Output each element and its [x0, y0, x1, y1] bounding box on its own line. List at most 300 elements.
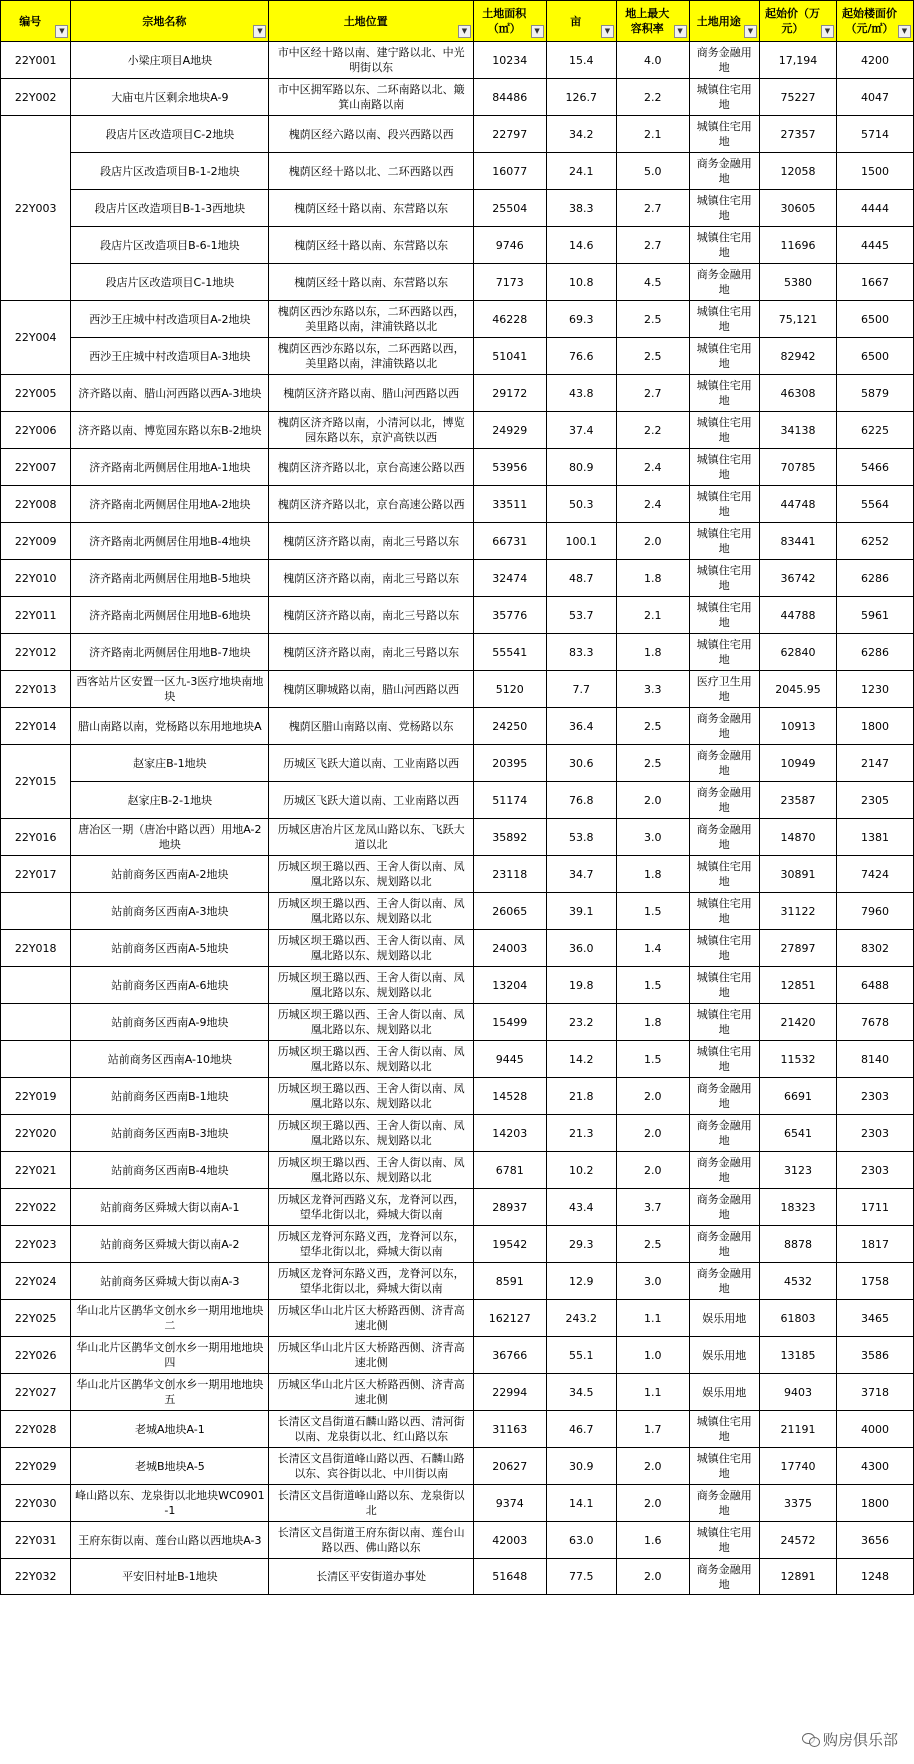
- cell-far: 2.5: [616, 708, 689, 745]
- cell-location: 历城区坝王璐以西、王舍人街以南、凤凰北路以东、规划路以北: [269, 1078, 474, 1115]
- cell-floor-price: 6500: [836, 338, 913, 375]
- table-row: [1, 819, 914, 856]
- cell-mu: 30.9: [546, 1448, 616, 1485]
- cell-code: 22Y019: [1, 1078, 71, 1115]
- header-price: [759, 1, 836, 42]
- cell-mu: 76.6: [546, 338, 616, 375]
- cell-price: 34138: [759, 412, 836, 449]
- cell-far: 1.0: [616, 1337, 689, 1374]
- cell-floor-price: 3718: [836, 1374, 913, 1411]
- cell-mu: 46.7: [546, 1411, 616, 1448]
- cell-use: 城镇住宅用地: [689, 893, 759, 930]
- cell-area: 9746: [473, 227, 546, 264]
- cell-price: 10913: [759, 708, 836, 745]
- cell-price: 36742: [759, 560, 836, 597]
- cell-use: 城镇住宅用地: [689, 486, 759, 523]
- cell-far: 2.2: [616, 79, 689, 116]
- cell-use: 城镇住宅用地: [689, 301, 759, 338]
- cell-mu: 39.1: [546, 893, 616, 930]
- table-row: [1, 708, 914, 745]
- cell-name: 站前商务区舜城大街以南A-2: [71, 1226, 269, 1263]
- cell-code: 22Y009: [1, 523, 71, 560]
- cell-price: 44748: [759, 486, 836, 523]
- header-name: [71, 1, 269, 42]
- cell-location: 历城区华山北片区大桥路西侧、济青高速北侧: [269, 1300, 474, 1337]
- cell-location: 长清区文昌街道峰山路以西、石麟山路以东、宾谷街以北、中川街以南: [269, 1448, 474, 1485]
- cell-far: 2.0: [616, 782, 689, 819]
- cell-location: 历城区坝王璐以西、王舍人街以南、凤凰北路以东、规划路以北: [269, 1041, 474, 1078]
- cell-price: 12058: [759, 153, 836, 190]
- cell-mu: 23.2: [546, 1004, 616, 1041]
- watermark: [802, 1729, 898, 1750]
- table-row: [1, 190, 914, 227]
- cell-area: 14528: [473, 1078, 546, 1115]
- cell-far: 4.0: [616, 42, 689, 79]
- cell-area: 24929: [473, 412, 546, 449]
- cell-name: 大庙屯片区剩余地块A-9: [71, 79, 269, 116]
- cell-use: 城镇住宅用地: [689, 449, 759, 486]
- cell-code: 22Y015: [1, 745, 71, 819]
- cell-far: 5.0: [616, 153, 689, 190]
- cell-code: 22Y007: [1, 449, 71, 486]
- cell-price: 75,121: [759, 301, 836, 338]
- cell-use: 城镇住宅用地: [689, 597, 759, 634]
- header-code-label: 编号: [19, 14, 42, 28]
- cell-code: 22Y008: [1, 486, 71, 523]
- cell-price: 2045.95: [759, 671, 836, 708]
- table-row: [1, 967, 914, 1004]
- cell-use: 城镇住宅用地: [689, 930, 759, 967]
- cell-area: 24003: [473, 930, 546, 967]
- cell-far: 1.8: [616, 560, 689, 597]
- cell-location: 历城区坝王璐以西、王舍人街以南、凤凰北路以东、规划路以北: [269, 856, 474, 893]
- cell-use: 娱乐用地: [689, 1337, 759, 1374]
- cell-name: 济齐路以南、博览园东路以东B-2地块: [71, 412, 269, 449]
- cell-floor-price: 2305: [836, 782, 913, 819]
- cell-name: 济齐路南北两侧居住用地A-2地块: [71, 486, 269, 523]
- table-row: [1, 1300, 914, 1337]
- cell-code: 22Y024: [1, 1263, 71, 1300]
- cell-location: 槐荫区济齐路以南、腊山河西路以西: [269, 375, 474, 412]
- cell-location: 历城区坝王璐以西、王舍人街以南、凤凰北路以东、规划路以北: [269, 930, 474, 967]
- cell-code: 22Y021: [1, 1152, 71, 1189]
- cell-name: 平安旧村址B-1地块: [71, 1559, 269, 1595]
- cell-mu: 43.8: [546, 375, 616, 412]
- cell-far: 2.0: [616, 1152, 689, 1189]
- cell-use: 城镇住宅用地: [689, 116, 759, 153]
- cell-floor-price: 1500: [836, 153, 913, 190]
- cell-use: 城镇住宅用地: [689, 375, 759, 412]
- cell-far: 1.5: [616, 1041, 689, 1078]
- cell-floor-price: 2147: [836, 745, 913, 782]
- cell-mu: 55.1: [546, 1337, 616, 1374]
- cell-location: 槐荫区经十路以南、东营路以东: [269, 227, 474, 264]
- cell-location: 槐荫区经十路以南、东营路以东: [269, 190, 474, 227]
- cell-floor-price: 4200: [836, 42, 913, 79]
- cell-mu: 43.4: [546, 1189, 616, 1226]
- filter-dropdown-icon[interactable]: ▼: [531, 25, 544, 38]
- cell-name: 段店片区改造项目B-1-3西地块: [71, 190, 269, 227]
- cell-price: 11532: [759, 1041, 836, 1078]
- table-row: [1, 301, 914, 338]
- cell-floor-price: 4445: [836, 227, 913, 264]
- table-row: [1, 449, 914, 486]
- cell-floor-price: 5879: [836, 375, 913, 412]
- cell-name: 站前商务区西南B-4地块: [71, 1152, 269, 1189]
- cell-location: 槐荫区经十路以南、东营路以东: [269, 264, 474, 301]
- cell-area: 51174: [473, 782, 546, 819]
- cell-far: 1.1: [616, 1300, 689, 1337]
- cell-location: 长清区平安街道办事处: [269, 1559, 474, 1595]
- cell-price: 82942: [759, 338, 836, 375]
- cell-code: 22Y006: [1, 412, 71, 449]
- filter-dropdown-icon[interactable]: ▼: [458, 25, 471, 38]
- cell-floor-price: 4300: [836, 1448, 913, 1485]
- cell-price: 75227: [759, 79, 836, 116]
- cell-mu: 38.3: [546, 190, 616, 227]
- cell-name: 华山北片区鹊华文创水乡一期用地地块四: [71, 1337, 269, 1374]
- cell-floor-price: 7678: [836, 1004, 913, 1041]
- cell-area: 26065: [473, 893, 546, 930]
- cell-floor-price: 7424: [836, 856, 913, 893]
- cell-area: 22994: [473, 1374, 546, 1411]
- cell-floor-price: 2303: [836, 1115, 913, 1152]
- cell-area: 5120: [473, 671, 546, 708]
- cell-use: 城镇住宅用地: [689, 338, 759, 375]
- cell-location: 历城区飞跃大道以南、工业南路以西: [269, 745, 474, 782]
- cell-floor-price: 5466: [836, 449, 913, 486]
- cell-use: 城镇住宅用地: [689, 79, 759, 116]
- table-row: [1, 893, 914, 930]
- cell-name: 段店片区改造项目B-1-2地块: [71, 153, 269, 190]
- header-location-label: 土地位置: [343, 14, 388, 28]
- cell-mu: 34.2: [546, 116, 616, 153]
- cell-use: 城镇住宅用地: [689, 1004, 759, 1041]
- cell-area: 28937: [473, 1189, 546, 1226]
- cell-area: 51648: [473, 1559, 546, 1595]
- table-row: [1, 856, 914, 893]
- cell-code: [1, 967, 71, 1004]
- cell-floor-price: 1711: [836, 1189, 913, 1226]
- cell-far: 2.0: [616, 1485, 689, 1522]
- cell-far: 3.0: [616, 1263, 689, 1300]
- filter-dropdown-icon[interactable]: ▼: [601, 25, 614, 38]
- cell-floor-price: 6500: [836, 301, 913, 338]
- cell-floor-price: 2303: [836, 1152, 913, 1189]
- cell-mu: 19.8: [546, 967, 616, 1004]
- cell-code: 22Y014: [1, 708, 71, 745]
- cell-code: 22Y032: [1, 1559, 71, 1595]
- cell-name: 济齐路南北两侧居住用地A-1地块: [71, 449, 269, 486]
- table-row: [1, 1189, 914, 1226]
- cell-area: 162127: [473, 1300, 546, 1337]
- cell-far: 3.3: [616, 671, 689, 708]
- cell-mu: 24.1: [546, 153, 616, 190]
- cell-mu: 14.2: [546, 1041, 616, 1078]
- cell-mu: 36.4: [546, 708, 616, 745]
- cell-name: 济齐路以南、腊山河西路以西A-3地块: [71, 375, 269, 412]
- cell-floor-price: 4047: [836, 79, 913, 116]
- cell-location: 历城区坝王璐以西、王舍人街以南、凤凰北路以东、规划路以北: [269, 1115, 474, 1152]
- cell-price: 4532: [759, 1263, 836, 1300]
- cell-far: 1.8: [616, 856, 689, 893]
- cell-floor-price: 1248: [836, 1559, 913, 1595]
- filter-dropdown-icon[interactable]: ▼: [898, 25, 911, 38]
- cell-use: 商务金融用地: [689, 708, 759, 745]
- cell-floor-price: 7960: [836, 893, 913, 930]
- cell-price: 46308: [759, 375, 836, 412]
- cell-mu: 243.2: [546, 1300, 616, 1337]
- header-area: [473, 1, 546, 42]
- cell-price: 12891: [759, 1559, 836, 1595]
- cell-name: 站前商务区舜城大街以南A-1: [71, 1189, 269, 1226]
- table-row: [1, 930, 914, 967]
- cell-location: 历城区飞跃大道以南、工业南路以西: [269, 782, 474, 819]
- filter-dropdown-icon[interactable]: ▼: [253, 25, 266, 38]
- cell-use: 商务金融用地: [689, 1078, 759, 1115]
- cell-floor-price: 1800: [836, 1485, 913, 1522]
- cell-mu: 100.1: [546, 523, 616, 560]
- cell-area: 51041: [473, 338, 546, 375]
- cell-name: 西客站片区安置一区九-3医疗地块南地块: [71, 671, 269, 708]
- cell-mu: 77.5: [546, 1559, 616, 1595]
- cell-location: 历城区坝王璐以西、王舍人街以南、凤凰北路以东、规划路以北: [269, 967, 474, 1004]
- cell-use: 商务金融用地: [689, 1152, 759, 1189]
- cell-price: 8878: [759, 1226, 836, 1263]
- cell-location: 槐荫区济齐路以北，京台高速公路以西: [269, 449, 474, 486]
- cell-location: 历城区坝王璐以西、王舍人街以南、凤凰北路以东、规划路以北: [269, 1004, 474, 1041]
- cell-far: 1.5: [616, 893, 689, 930]
- header-use: [689, 1, 759, 42]
- cell-floor-price: 6286: [836, 560, 913, 597]
- cell-floor-price: 5961: [836, 597, 913, 634]
- cell-far: 2.0: [616, 1448, 689, 1485]
- cell-mu: 83.3: [546, 634, 616, 671]
- cell-price: 14870: [759, 819, 836, 856]
- cell-name: 站前商务区西南A-5地块: [71, 930, 269, 967]
- filter-dropdown-icon[interactable]: ▼: [821, 25, 834, 38]
- cell-name: 王府东街以南、莲台山路以西地块A-3: [71, 1522, 269, 1559]
- cell-name: 段店片区改造项目C-2地块: [71, 116, 269, 153]
- cell-location: 历城区龙脊河东路义西，龙脊河以东，望华北街以北，舜城大街以南: [269, 1226, 474, 1263]
- cell-code: 22Y004: [1, 301, 71, 375]
- cell-name: 西沙王庄城中村改造项目A-2地块: [71, 301, 269, 338]
- cell-price: 21420: [759, 1004, 836, 1041]
- cell-use: 城镇住宅用地: [689, 1411, 759, 1448]
- cell-code: 22Y012: [1, 634, 71, 671]
- cell-name: 站前商务区西南A-3地块: [71, 893, 269, 930]
- cell-name: 华山北片区鹊华文创水乡一期用地地块二: [71, 1300, 269, 1337]
- cell-far: 2.1: [616, 597, 689, 634]
- cell-location: 槐荫区济齐路以南，南北三号路以东: [269, 560, 474, 597]
- filter-dropdown-icon[interactable]: ▼: [55, 25, 68, 38]
- cell-use: 城镇住宅用地: [689, 412, 759, 449]
- cell-price: 21191: [759, 1411, 836, 1448]
- cell-area: 66731: [473, 523, 546, 560]
- cell-use: 商务金融用地: [689, 1559, 759, 1595]
- cell-location: 长清区文昌街道峰山路以东、龙泉街以北: [269, 1485, 474, 1522]
- cell-use: 商务金融用地: [689, 819, 759, 856]
- table-row: [1, 1078, 914, 1115]
- filter-dropdown-icon[interactable]: ▼: [674, 25, 687, 38]
- cell-far: 1.5: [616, 967, 689, 1004]
- cell-use: 商务金融用地: [689, 1226, 759, 1263]
- cell-use: 城镇住宅用地: [689, 1041, 759, 1078]
- table-row: [1, 116, 914, 153]
- cell-far: 2.5: [616, 1226, 689, 1263]
- cell-location: 长清区文昌街道王府东街以南、莲台山路以西、佛山路以东: [269, 1522, 474, 1559]
- cell-floor-price: 5564: [836, 486, 913, 523]
- cell-far: 1.7: [616, 1411, 689, 1448]
- cell-mu: 53.7: [546, 597, 616, 634]
- cell-price: 6691: [759, 1078, 836, 1115]
- cell-use: 城镇住宅用地: [689, 1522, 759, 1559]
- cell-use: 城镇住宅用地: [689, 634, 759, 671]
- table-row: [1, 338, 914, 375]
- cell-far: 4.5: [616, 264, 689, 301]
- cell-area: 29172: [473, 375, 546, 412]
- cell-name: 老城B地块A-5: [71, 1448, 269, 1485]
- cell-code: 22Y013: [1, 671, 71, 708]
- cell-price: 24572: [759, 1522, 836, 1559]
- filter-dropdown-icon[interactable]: ▼: [744, 25, 757, 38]
- cell-mu: 7.7: [546, 671, 616, 708]
- cell-name: 华山北片区鹊华文创水乡一期用地地块五: [71, 1374, 269, 1411]
- table-body: [1, 42, 914, 1595]
- cell-floor-price: 1381: [836, 819, 913, 856]
- cell-name: 段店片区改造项目C-1地块: [71, 264, 269, 301]
- cell-location: 槐荫区经六路以南、段兴西路以西: [269, 116, 474, 153]
- cell-code: 22Y025: [1, 1300, 71, 1337]
- table-row: [1, 227, 914, 264]
- cell-name: 唐冶区一期（唐冶中路以西）用地A-2地块: [71, 819, 269, 856]
- cell-name: 济齐路南北两侧居住用地B-7地块: [71, 634, 269, 671]
- cell-floor-price: 5714: [836, 116, 913, 153]
- cell-area: 8591: [473, 1263, 546, 1300]
- table-row: [1, 1115, 914, 1152]
- cell-mu: 80.9: [546, 449, 616, 486]
- cell-floor-price: 3656: [836, 1522, 913, 1559]
- cell-price: 61803: [759, 1300, 836, 1337]
- cell-floor-price: 1667: [836, 264, 913, 301]
- cell-area: 13204: [473, 967, 546, 1004]
- cell-price: 83441: [759, 523, 836, 560]
- cell-mu: 36.0: [546, 930, 616, 967]
- cell-area: 84486: [473, 79, 546, 116]
- cell-location: 历城区龙脊河西路义东，龙脊河以西，望华北街以北，舜城大街以南: [269, 1189, 474, 1226]
- cell-code: 22Y003: [1, 116, 71, 301]
- cell-mu: 63.0: [546, 1522, 616, 1559]
- cell-far: 2.0: [616, 523, 689, 560]
- cell-use: 城镇住宅用地: [689, 856, 759, 893]
- cell-area: 20627: [473, 1448, 546, 1485]
- cell-code: 22Y011: [1, 597, 71, 634]
- cell-price: 31122: [759, 893, 836, 930]
- cell-area: 33511: [473, 486, 546, 523]
- cell-area: 6781: [473, 1152, 546, 1189]
- cell-use: 城镇住宅用地: [689, 1448, 759, 1485]
- cell-area: 7173: [473, 264, 546, 301]
- cell-mu: 21.3: [546, 1115, 616, 1152]
- cell-far: 2.0: [616, 1559, 689, 1595]
- cell-location: 槐荫区济齐路以南，小清河以北，博览园东路以东，京沪高铁以西: [269, 412, 474, 449]
- cell-floor-price: 6286: [836, 634, 913, 671]
- cell-area: 23118: [473, 856, 546, 893]
- table-row: [1, 412, 914, 449]
- table-row: [1, 1263, 914, 1300]
- cell-price: 70785: [759, 449, 836, 486]
- cell-far: 2.7: [616, 375, 689, 412]
- cell-area: 55541: [473, 634, 546, 671]
- table-row: [1, 42, 914, 79]
- cell-area: 19542: [473, 1226, 546, 1263]
- cell-far: 2.5: [616, 338, 689, 375]
- cell-use: 商务金融用地: [689, 1263, 759, 1300]
- table-row: [1, 671, 914, 708]
- cell-use: 城镇住宅用地: [689, 560, 759, 597]
- cell-location: 槐荫区西沙东路以东，二环西路以西，美里路以南，津浦铁路以北: [269, 338, 474, 375]
- cell-floor-price: 2303: [836, 1078, 913, 1115]
- cell-far: 2.1: [616, 116, 689, 153]
- cell-code: [1, 1041, 71, 1078]
- cell-code: 22Y023: [1, 1226, 71, 1263]
- table-row: [1, 1411, 914, 1448]
- cell-mu: 10.2: [546, 1152, 616, 1189]
- cell-mu: 30.6: [546, 745, 616, 782]
- cell-code: [1, 1004, 71, 1041]
- cell-code: 22Y020: [1, 1115, 71, 1152]
- cell-code: 22Y002: [1, 79, 71, 116]
- header-floor-price-label: 起始楼面价（元/㎡）: [841, 7, 897, 35]
- cell-floor-price: 6252: [836, 523, 913, 560]
- cell-price: 17740: [759, 1448, 836, 1485]
- cell-name: 站前商务区西南B-3地块: [71, 1115, 269, 1152]
- cell-price: 13185: [759, 1337, 836, 1374]
- cell-use: 城镇住宅用地: [689, 967, 759, 1004]
- cell-name: 峰山路以东、龙泉街以北地块WC0901-1: [71, 1485, 269, 1522]
- cell-floor-price: 4444: [836, 190, 913, 227]
- cell-code: 22Y022: [1, 1189, 71, 1226]
- cell-area: 16077: [473, 153, 546, 190]
- cell-floor-price: 1817: [836, 1226, 913, 1263]
- cell-code: 22Y016: [1, 819, 71, 856]
- cell-mu: 14.6: [546, 227, 616, 264]
- cell-floor-price: 6225: [836, 412, 913, 449]
- table-row: [1, 560, 914, 597]
- cell-far: 2.5: [616, 745, 689, 782]
- cell-area: 15499: [473, 1004, 546, 1041]
- cell-location: 槐荫区济齐路以北，京台高速公路以西: [269, 486, 474, 523]
- table-row: [1, 153, 914, 190]
- table-row: [1, 523, 914, 560]
- table-row: [1, 1448, 914, 1485]
- watermark-text: 购房俱乐部: [822, 1731, 898, 1749]
- cell-area: 14203: [473, 1115, 546, 1152]
- cell-mu: 14.1: [546, 1485, 616, 1522]
- cell-floor-price: 1758: [836, 1263, 913, 1300]
- cell-far: 2.0: [616, 1115, 689, 1152]
- cell-mu: 126.7: [546, 79, 616, 116]
- table-row: [1, 1152, 914, 1189]
- cell-location: 长清区文昌街道石麟山路以西、清河街以南、龙泉街以北、红山路以东: [269, 1411, 474, 1448]
- cell-area: 53956: [473, 449, 546, 486]
- cell-price: 17,194: [759, 42, 836, 79]
- table-row: [1, 486, 914, 523]
- cell-code: 22Y031: [1, 1522, 71, 1559]
- cell-floor-price: 1230: [836, 671, 913, 708]
- cell-location: 历城区华山北片区大桥路西侧、济青高速北侧: [269, 1337, 474, 1374]
- cell-far: 2.2: [616, 412, 689, 449]
